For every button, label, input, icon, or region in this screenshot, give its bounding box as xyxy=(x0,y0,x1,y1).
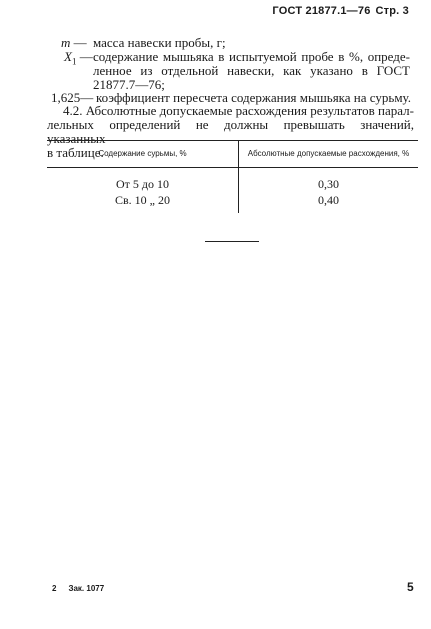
table-cell-content: От 5 до 10 xyxy=(47,168,239,193)
definition-text-line: ленное из отдельной навески, как указано в ГОСТ xyxy=(93,63,410,78)
paragraph-line: лельных определений не должны превышать значений, указанных xyxy=(47,117,414,146)
symbol-m: m xyxy=(61,35,71,50)
paragraph-line: 4.2. Абсолютные допускаемые расхождения результатов парал- xyxy=(63,103,414,118)
definition-text-line: масса навески пробы, г; xyxy=(93,35,226,50)
end-rule xyxy=(205,241,259,242)
tolerance-table xyxy=(47,140,418,213)
page-number: 5 xyxy=(407,580,414,594)
column-header-tolerance: Абсолютные допускаемые расхождения, % xyxy=(239,141,419,168)
table-row xyxy=(47,168,418,193)
symbol-subscript: 1 xyxy=(71,56,77,67)
table-header-row xyxy=(47,141,418,168)
definition-dash: — xyxy=(80,90,94,105)
definition-dash: — xyxy=(73,35,87,50)
symbol-x: X xyxy=(64,49,72,64)
table-cell-tolerance: 0,30 xyxy=(318,177,339,191)
table-cell-content: Св. 10 „ 20 xyxy=(47,192,239,213)
definition-text-line: 21877.7—76; xyxy=(93,77,165,92)
paragraph-line: в таблице. xyxy=(47,145,104,160)
definition-text-line: содержание мышьяка в испытуемой пробе в %, опреде- xyxy=(93,49,410,64)
definition-dash: — xyxy=(79,49,93,64)
column-header-antimony: Содержание сурьмы, % xyxy=(47,141,239,168)
table-row xyxy=(47,192,418,213)
table-cell-tolerance: 0,40 xyxy=(318,193,339,207)
standard-number: ГОСТ 21877.1—76 xyxy=(272,5,371,17)
page-label: Стр. 3 xyxy=(375,5,409,17)
footer-number: 2 xyxy=(52,584,57,593)
footer-order: Зак. 1077 xyxy=(68,584,105,593)
footer-print-info xyxy=(52,584,104,593)
page-header xyxy=(272,5,409,17)
symbol-coefficient: 1,625 xyxy=(51,90,81,105)
definition-text-line: коэффициент пересчета содержания мышьяка на сурьму. xyxy=(96,90,411,105)
